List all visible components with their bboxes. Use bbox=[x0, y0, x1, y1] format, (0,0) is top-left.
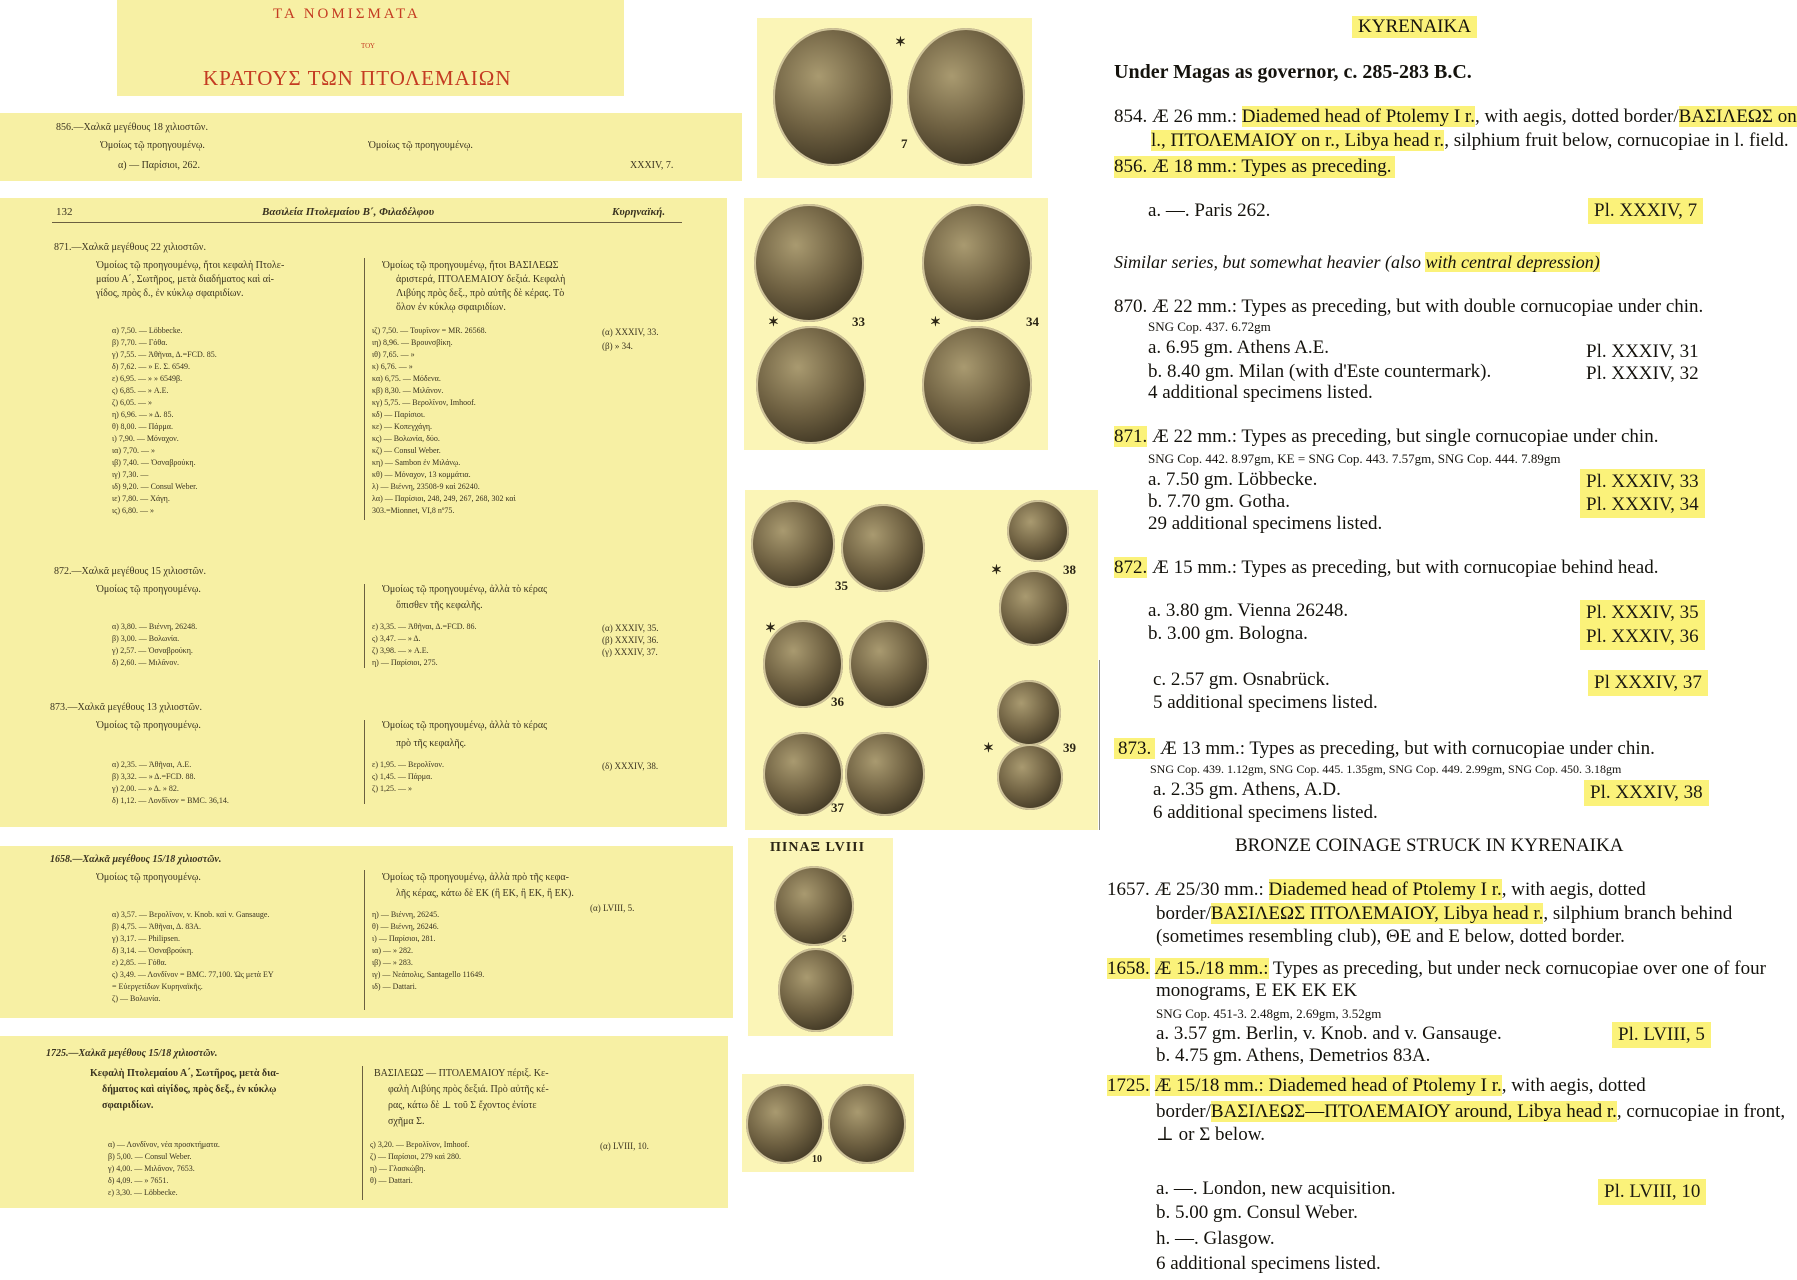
e871-right-row: κε) — Κοπεγχάγη. bbox=[372, 422, 433, 431]
e1725-line-2 bbox=[1156, 1101, 1785, 1123]
e872-right-row: η) — Παρίσιοι, 275. bbox=[372, 658, 438, 667]
coin-image bbox=[778, 948, 854, 1032]
e1725-right-row: θ) — Dattari. bbox=[370, 1176, 413, 1185]
e1658-specimen-b: b. 4.75 gm. Athens, Demetrios 83A. bbox=[1156, 1045, 1431, 1066]
e856-specimen-a: a. —. Paris 262. bbox=[1148, 200, 1271, 221]
e856-number: 856. bbox=[1114, 156, 1148, 177]
e873-sng: SNG Cop. 439. 1.12gm, SNG Cop. 445. 1.35gm, SNG Cop. 449. 2.99gm, SNG Cop. 450. 3.18gm bbox=[1150, 762, 1622, 776]
vertical-divider bbox=[1099, 660, 1100, 830]
coin-image bbox=[849, 620, 929, 708]
similar-series-text: Similar series, but somewhat heavier (also bbox=[1114, 252, 1426, 272]
e871-left-row: ια) 7,70. — » bbox=[112, 446, 156, 455]
entry-856-heading: 856.—Χαλκᾶ μεγέθους 18 χιλιοστῶν. bbox=[56, 122, 208, 133]
plate-label: 34 bbox=[1026, 314, 1039, 329]
e1658-obverse: Ὁμοίως τῷ προηγουμένῳ. bbox=[96, 872, 201, 883]
e872-specimen-c: c. 2.57 gm. Osnabrück. bbox=[1153, 669, 1330, 690]
e1725-right-row: ς) 3,20. — Βερολῖνον, Imhoof. bbox=[370, 1140, 470, 1149]
running-title: Βασιλεία Πτολεμαίου Β΄, Φιλαδέλφου bbox=[262, 206, 435, 218]
e1725-obverse: Æ 15/18 mm.: Diademed head of Ptolemy I r. bbox=[1154, 1075, 1502, 1096]
e872-plate-b: Pl. XXXIV, 36 bbox=[1580, 624, 1705, 650]
e1725-legend: ΒΑΣΙΛΕΩΣ—ΠΤΟΛΕΜΑΙΟΥ around, Libya head r. bbox=[1210, 1101, 1617, 1122]
e1725-more: 6 additional specimens listed. bbox=[1156, 1253, 1381, 1274]
e871-left-row: ε) 6,95. — » » 6549β. bbox=[112, 374, 183, 383]
e871-sng: SNG Cop. 442. 8.97gm, KE = SNG Cop. 443. 7.57gm, SNG Cop. 444. 7.89gm bbox=[1148, 451, 1561, 466]
star-mark: ✶ bbox=[930, 314, 941, 329]
e871-left-row: η) 6,96. — » Δ. 85. bbox=[112, 410, 174, 419]
similar-series bbox=[1114, 251, 1600, 273]
column-divider-1725 bbox=[362, 1066, 363, 1200]
e871-right-row: κβ) 8,30. — Μιλᾶνον. bbox=[372, 386, 444, 395]
e1657-obverse: Diademed head of Ptolemy I r. bbox=[1268, 879, 1502, 900]
column-divider-873 bbox=[364, 720, 365, 804]
e1725-right-row: η) — Γλασκώβη. bbox=[370, 1164, 426, 1173]
e1725-line-1 bbox=[1107, 1075, 1646, 1097]
coin-image bbox=[746, 1084, 824, 1164]
e1725-cornucopiae: , cornucopiae in front, bbox=[1616, 1101, 1786, 1122]
e856-text: Æ 18 mm.: Types as preceding. bbox=[1152, 156, 1392, 177]
coin-plate-2 bbox=[744, 198, 1048, 450]
e872-text: Æ 15 mm.: Types as preceding, but with cornucopiae behind head. bbox=[1152, 557, 1659, 578]
e1658-specimen-a: a. 3.57 gm. Berlin, v. Knob. and v. Gansauge. bbox=[1156, 1023, 1502, 1044]
e1725-rev-1: ΒΑΣΙΛΕΩΣ — ΠΤΟΛΕΜΑΙΟΥ πέριξ. Κε- bbox=[374, 1068, 549, 1079]
e1658-left-row: ε) 2,85. — Γόθα. bbox=[112, 958, 167, 967]
e872-left-row: δ) 2,60. — Μιλᾶνον. bbox=[112, 658, 180, 667]
star-mark: ✶ bbox=[983, 740, 994, 755]
e873-rev-2: πρὸ τῆς κεφαλῆς. bbox=[396, 738, 467, 749]
e871-rev-2: ἀριστερά, ΠΤΟΛΕΜΑΙΟΥ δεξιά. Κεφαλὴ bbox=[396, 274, 566, 285]
e872-plate-a: Pl. XXXIV, 35 bbox=[1580, 600, 1705, 626]
e873-left-row: β) 3,32. — » Δ.=FCD. 88. bbox=[112, 772, 196, 781]
e872-right-row: ς) 3,47. — » Δ. bbox=[372, 634, 421, 643]
e873-more: 6 additional specimens listed. bbox=[1153, 802, 1378, 823]
coin-image bbox=[845, 732, 925, 816]
e1725-rev-4: σχῆμα Σ. bbox=[388, 1116, 425, 1127]
e871-right-row: 303.=Mionnet, VI,8 nº75. bbox=[372, 506, 455, 515]
e1658-rev-1: Ὁμοίως τῷ προηγουμένῳ, ἀλλὰ πρὸ τῆς κεφα- bbox=[382, 872, 569, 883]
e873-plate-a: Pl. XXXIV, 38 bbox=[1584, 780, 1709, 806]
e873-left-row: γ) 2,00. — » Δ. » 82. bbox=[112, 784, 179, 793]
e871-right-row: κη) — Sambon ἐν Μιλάνῳ. bbox=[372, 458, 461, 467]
plate-title: ΠΙΝΑΞ LVIII bbox=[770, 840, 866, 855]
e1725-rev-3: ρας, κάτω δὲ ⊥ τοῦ Σ ἔχοντος ἐνίοτε bbox=[388, 1100, 537, 1111]
e856-line bbox=[1114, 156, 1395, 178]
e1658-left-row: β) 4,75. — Ἀθῆναι, Δ. 83Α. bbox=[112, 922, 201, 931]
e871-plate: (β) » 34. bbox=[602, 341, 633, 351]
e872-rev-2: ὄπισθεν τῆς κεφαλῆς. bbox=[396, 600, 483, 611]
plate-label: 5 bbox=[842, 934, 847, 944]
e871-left-row: ιγ) 7,30. — bbox=[112, 470, 149, 479]
e871-right-row: κζ) — Consul Weber. bbox=[372, 446, 441, 455]
coin-plate-3 bbox=[745, 490, 1098, 830]
e872-heading: 872.—Χαλκᾶ μεγέθους 15 χιλιοστῶν. bbox=[54, 566, 206, 577]
e872-number: 872. bbox=[1114, 557, 1148, 578]
star-mark: ✶ bbox=[991, 562, 1002, 577]
e1658-rev-2: λῆς κέρας, κάτω δὲ ΕΚ (ἢ ΕΚ, ἢ ΕΚ, ἢ ΕΚ). bbox=[396, 888, 574, 899]
e1725-specimen-b: b. 5.00 gm. Consul Weber. bbox=[1156, 1202, 1358, 1223]
e872-obverse: Ὁμοίως τῷ προηγουμένῳ. bbox=[96, 584, 201, 595]
coin-image bbox=[841, 504, 925, 592]
coin-image bbox=[922, 326, 1032, 444]
e870-plate-a: Pl. XXXIV, 31 bbox=[1586, 341, 1699, 362]
e1657-aegis: , with aegis, dotted bbox=[1501, 879, 1646, 900]
e872-plate: (β) XXXIV, 36. bbox=[602, 635, 659, 645]
column-divider-1658 bbox=[364, 870, 365, 1010]
coin-plate-5 bbox=[742, 1074, 914, 1172]
e871-plate-a: Pl. XXXIV, 33 bbox=[1580, 469, 1705, 495]
e871-more: 29 additional specimens listed. bbox=[1148, 513, 1383, 534]
e1657-line-2 bbox=[1156, 903, 1732, 925]
e871-right-row: κγ) 5,75. — Βερολῖνον, Imhoof. bbox=[372, 398, 476, 407]
e872-left-row: γ) 2,57. — Ὀσναβρούκη. bbox=[112, 646, 193, 655]
e873-specimen-a: a. 2.35 gm. Athens, A.D. bbox=[1153, 779, 1341, 800]
e1658-plate-a: Pl. LVIII, 5 bbox=[1612, 1022, 1711, 1048]
e872-specimen-b: b. 3.00 gm. Bologna. bbox=[1148, 623, 1308, 644]
e1725-left-row: γ) 4,00. — Μιλᾶνον, 7653. bbox=[108, 1164, 195, 1173]
e873-number: 873. bbox=[1114, 738, 1155, 759]
header-rule bbox=[52, 222, 682, 223]
e871-left-row: ζ) 6,05. — » bbox=[112, 398, 152, 407]
e854-size: Æ 26 mm.: bbox=[1152, 106, 1242, 127]
e871-text: Æ 22 mm.: Types as preceding, but single cornucopiae under chin. bbox=[1152, 426, 1659, 447]
e1725-obv-1: Κεφαλὴ Πτολεμαίου Α΄, Σωτῆρος, μετὰ δια- bbox=[90, 1068, 280, 1079]
e854-line-2 bbox=[1151, 130, 1789, 152]
e870-line bbox=[1114, 296, 1703, 318]
plate-label: 37 bbox=[831, 800, 844, 815]
e1657-border: border/ bbox=[1156, 903, 1211, 924]
e871-right-row: λα) — Παρίσιοι, 248, 249, 267, 268, 302 καὶ bbox=[372, 494, 516, 503]
e1725-specimen-h: h. —. Glasgow. bbox=[1156, 1228, 1275, 1249]
e873-right-row: ε) 1,95. — Βερολῖνον. bbox=[372, 760, 444, 769]
e1657-legend: ΒΑΣΙΛΕΩΣ ΠΤΟΛΕΜΑΙΟΥ, Libya head r. bbox=[1210, 903, 1544, 924]
e1658-text: Types as preceding, but under neck cornucopiae over one of four bbox=[1268, 958, 1766, 979]
e872-plate-c: Pl XXXIV, 37 bbox=[1588, 670, 1708, 696]
e872-plate: (γ) XXXIV, 37. bbox=[602, 647, 658, 657]
e1725-rev-2: φαλὴ Λιβύης πρὸς δεξιά. Πρὸ αὐτῆς κέ- bbox=[388, 1084, 549, 1095]
e1658-plate: (α) LVIII, 5. bbox=[590, 903, 635, 913]
bronze-heading: BRONZE COINAGE STRUCK IN KYRENAIKA bbox=[1235, 835, 1624, 856]
e1658-right-row: ιδ) — Dattari. bbox=[372, 982, 417, 991]
region-title: KYRENAIKA bbox=[1352, 16, 1477, 38]
e871-right-row: κα) 6,75. — Μόδενα. bbox=[372, 374, 441, 383]
page-132-scan bbox=[0, 198, 727, 827]
e871-line bbox=[1114, 426, 1658, 448]
entry-856-reverse: Ὁμοίως τῷ προηγουμένῳ. bbox=[368, 140, 473, 151]
entry-856-obverse: Ὁμοίως τῷ προηγουμένῳ. bbox=[100, 140, 205, 151]
plate-label: 10 bbox=[812, 1154, 822, 1165]
e871-obv-2: μαίου Α΄, Σωτῆρος, μετὰ διαδήματος καὶ αἰ- bbox=[96, 274, 274, 285]
e871-plate: (α) XXXIV, 33. bbox=[602, 327, 659, 337]
e1657-branch: , silphium branch behind bbox=[1543, 903, 1733, 924]
page-number: 132 bbox=[56, 206, 73, 218]
coin-image bbox=[773, 28, 893, 166]
e872-rev-1: Ὁμοίως τῷ προηγουμένῳ, ἀλλὰ τὸ κέρας bbox=[382, 584, 548, 595]
coin-image bbox=[922, 204, 1032, 322]
coin-image bbox=[907, 28, 1025, 166]
entry-1725-scan bbox=[0, 1036, 728, 1208]
e872-plate: (α) XXXIV, 35. bbox=[602, 623, 659, 633]
coin-plate-4 bbox=[748, 838, 893, 1036]
e871-right-row: κς) — Βολωνία, δύο. bbox=[372, 434, 440, 443]
e1725-obv-3: σφαιριδίων. bbox=[102, 1100, 154, 1111]
e873-left-row: δ) 1,12. — Λονδῖνον = BMC. 36,14. bbox=[112, 796, 229, 805]
e873-heading: 873.—Χαλκᾶ μεγέθους 13 χιλιοστῶν. bbox=[50, 702, 202, 713]
e1725-obv-2: δήματος καὶ αἰγίδος, πρὸς δεξ., ἐν κύκλῳ bbox=[102, 1084, 277, 1095]
e870-plate-b: Pl. XXXIV, 32 bbox=[1586, 363, 1699, 384]
e1658-left-row: γ) 3,17. — Philipsen. bbox=[112, 934, 180, 943]
e1725-left-row: ε) 3,30. — Löbbecke. bbox=[108, 1188, 178, 1197]
e872-left-row: α) 3,80. — Βιέννη, 26248. bbox=[112, 622, 198, 631]
e856-plate: Pl. XXXIV, 7 bbox=[1588, 198, 1703, 224]
e871-heading: 871.—Χαλκᾶ μεγέθους 22 χιλιοστῶν. bbox=[54, 242, 206, 253]
e1657-line-3: (sometimes resembling club), ΘΕ and Ε below, dotted border. bbox=[1156, 926, 1625, 947]
title-block-scan bbox=[117, 0, 624, 96]
plate-label: 7 bbox=[901, 136, 908, 151]
e871-right-row: λ) — Βιέννη, 23508-9 καὶ 26240. bbox=[372, 482, 480, 491]
title-line-3: ΚΡΑΤΟΥΣ ΤΩΝ ΠΤΟΛΕΜΑΙΩΝ bbox=[203, 66, 512, 90]
e870-specimen-a: a. 6.95 gm. Athens A.E. bbox=[1148, 337, 1330, 358]
similar-series-highlight: with central depression) bbox=[1425, 252, 1600, 272]
running-region: Κυρηναϊκή. bbox=[612, 206, 666, 218]
e1725-right-row: ζ) — Παρίσιοι, 279 καὶ 280. bbox=[370, 1152, 462, 1161]
e870-specimen-b: b. 8.40 gm. Milan (with d'Este countermark). bbox=[1148, 361, 1492, 382]
column-divider-871 bbox=[364, 258, 365, 520]
e871-right-row: ιθ) 7,65. — » bbox=[372, 350, 415, 359]
coin-image bbox=[1007, 500, 1069, 562]
plate-label: 39 bbox=[1063, 740, 1076, 755]
e871-specimen-b: b. 7.70 gm. Gotha. bbox=[1148, 491, 1290, 512]
section-heading: Under Magas as governor, c. 285-283 B.C. bbox=[1114, 61, 1472, 83]
e871-left-row: β) 7,70. — Γόθα. bbox=[112, 338, 168, 347]
e1725-plate-a: Pl. LVIII, 10 bbox=[1598, 1179, 1706, 1205]
coin-image bbox=[999, 570, 1069, 646]
title-line-1: ΤΑ ΝΟΜΙΣΜΑΤΑ bbox=[273, 6, 421, 22]
e871-left-row: δ) 7,62. — » E. Σ. 6549. bbox=[112, 362, 190, 371]
e871-left-row: ιε) 7,80. — Χάγη. bbox=[112, 494, 170, 503]
coin-image bbox=[754, 204, 864, 322]
e854-legend: ΒΑΣΙΛΕΩΣ on bbox=[1678, 106, 1797, 127]
e1658-right-row: ια) — » 282. bbox=[372, 946, 414, 955]
e1725-left-row: δ) 4,09. — » 7651. bbox=[108, 1176, 169, 1185]
title-line-2: ΤΟΥ bbox=[361, 42, 375, 50]
e871-number: 871. bbox=[1114, 426, 1148, 447]
e854-line-1 bbox=[1114, 106, 1797, 128]
e870-more: 4 additional specimens listed. bbox=[1148, 382, 1373, 403]
e871-right-row: ιζ) 7,50. — Τουρῖνον = MR. 26568. bbox=[372, 326, 487, 335]
plate-label: 36 bbox=[831, 694, 844, 709]
star-mark: ✶ bbox=[765, 620, 776, 635]
e1658-left-row: = Εὐεργετίδων Κυρηναϊκῆς. bbox=[112, 982, 203, 991]
e871-left-row: α) 7,50. — Löbbecke. bbox=[112, 326, 183, 335]
e872-left-row: β) 3,00. — Βολωνία. bbox=[112, 634, 180, 643]
e1658-line-1 bbox=[1107, 958, 1766, 980]
e1658-right-row: η) — Βιέννη, 26245. bbox=[372, 910, 440, 919]
e871-left-row: γ) 7,55. — Ἀθῆναι, Δ.=FCD. 85. bbox=[112, 350, 217, 359]
e1658-monograms: monograms, Ε ΕΚ ΕΚ ΕΚ bbox=[1156, 980, 1358, 1001]
e1657-size: Æ 25/30 mm.: bbox=[1154, 879, 1269, 900]
e871-rev-4: ὅλον ἐν κύκλῳ σφαιριδίων. bbox=[396, 302, 506, 313]
e871-obv-1: Ὁμοίως τῷ προηγουμένῳ, ἤτοι κεφαλὴ Πτολε- bbox=[96, 260, 285, 271]
e872-specimen-a: a. 3.80 gm. Vienna 26248. bbox=[1148, 600, 1349, 621]
e1725-left-row: β) 5,00. — Consul Weber. bbox=[108, 1152, 192, 1161]
coin-image bbox=[756, 326, 866, 444]
e873-right-row: ζ) 1,25. — » bbox=[372, 784, 412, 793]
e1658-left-row: α) 3,57. — Βερολῖνον, v. Knob. καὶ v. Gansauge. bbox=[112, 910, 270, 919]
e871-left-row: ι) 7,90. — Μόναχον. bbox=[112, 434, 179, 443]
e1657-line-1 bbox=[1107, 879, 1646, 901]
e1658-right-row: ιγ) — Νεάπολις, Santagello 11649. bbox=[372, 970, 485, 979]
e873-right-row: ς) 1,45. — Πάρμα. bbox=[372, 772, 433, 781]
e871-right-row: ιη) 8,96. — Βρουνσβίκη. bbox=[372, 338, 453, 347]
e1658-left-row: δ) 3,14. — Ὀσναβρούκη. bbox=[112, 946, 194, 955]
e1658-right-row: ιβ) — » 283. bbox=[372, 958, 413, 967]
e854-rest: , silphium fruit below, cornucopiae in l. field. bbox=[1444, 130, 1789, 151]
entry-856-scan bbox=[0, 113, 742, 181]
entry-856-row: α) — Παρίσιοι, 262. bbox=[118, 160, 200, 171]
e873-line bbox=[1114, 738, 1655, 760]
e1725-left-row: α) — Λονδῖνον, νέα προσκτήματα. bbox=[108, 1140, 220, 1149]
coin-plate-1 bbox=[757, 18, 1032, 178]
coin-image bbox=[828, 1084, 906, 1164]
e1658-number: 1658. bbox=[1107, 958, 1150, 979]
entry-1658-scan bbox=[0, 846, 733, 1018]
e871-left-row: θ) 8,00. — Πάρμα. bbox=[112, 422, 173, 431]
e871-obv-3: γίδος, πρὸς δ., ἐν κύκλῳ σφαιριδίων. bbox=[96, 288, 244, 299]
e873-left-row: α) 2,35. — Ἀθῆναι, A.E. bbox=[112, 760, 192, 769]
e871-right-row: κθ) — Μόναχον, 13 κομμάτια. bbox=[372, 470, 471, 479]
e870-sng: SNG Cop. 437. 6.72gm bbox=[1148, 319, 1271, 334]
e871-rev-1: Ὁμοίως τῷ προηγουμένῳ, ἤτοι ΒΑΣΙΛΕΩΣ bbox=[382, 260, 559, 271]
e1725-border: border/ bbox=[1156, 1101, 1211, 1122]
e1725-aegis: , with aegis, dotted bbox=[1501, 1075, 1646, 1096]
e871-right-row: κ) 6,76. — » bbox=[372, 362, 413, 371]
e871-left-row: ιδ) 9,20. — Consul Weber. bbox=[112, 482, 198, 491]
e870-number: 870. bbox=[1114, 296, 1148, 317]
e871-rev-3: Λιβύης πρὸς δεξ., πρὸ αὐτῆς δὲ κέρας. Τὸ bbox=[396, 288, 565, 299]
coin-image bbox=[997, 744, 1063, 810]
e873-text: Æ 13 mm.: Types as preceding, but with cornucopiae under chin. bbox=[1160, 738, 1655, 759]
e871-left-row: ς) 6,85. — » A.E. bbox=[112, 386, 169, 395]
e854-obverse: Diademed head of Ptolemy I r. bbox=[1241, 106, 1475, 127]
e873-plate: (δ) XXXIV, 38. bbox=[602, 761, 659, 771]
e1725-line-3: ⊥ or Σ below. bbox=[1156, 1124, 1265, 1145]
e1657-number: 1657. bbox=[1107, 879, 1150, 900]
star-mark: ✶ bbox=[768, 314, 779, 329]
e854-number: 854. bbox=[1114, 106, 1148, 127]
e873-rev-1: Ὁμοίως τῷ προηγουμένῳ, ἀλλὰ τὸ κέρας bbox=[382, 720, 548, 731]
coin-image bbox=[997, 680, 1061, 746]
e1725-plate: (α) LVIII, 10. bbox=[600, 1141, 649, 1151]
plate-label: 38 bbox=[1063, 562, 1076, 577]
e1725-heading: 1725.—Χαλκᾶ μεγέθους 15/18 χιλιοστῶν. bbox=[46, 1048, 218, 1059]
e872-line bbox=[1114, 557, 1658, 579]
e873-obverse: Ὁμοίως τῷ προηγουμένῳ. bbox=[96, 720, 201, 731]
e1658-left-row: ς) 3,49. — Λονδῖνον = BMC. 77,100. Ὡς μετὰ ΕΥ bbox=[112, 970, 274, 979]
e1725-specimen-a: a. —. London, new acquisition. bbox=[1156, 1178, 1396, 1199]
coin-image bbox=[751, 500, 835, 588]
e1658-right-row: ι) — Παρίσιοι, 281. bbox=[372, 934, 436, 943]
entry-856-plate: XXXIV, 7. bbox=[630, 160, 674, 171]
e854-reverse: l., ΠΤΟΛΕΜΑΙΟΥ on r., Libya head r. bbox=[1151, 130, 1445, 151]
e871-plate-b: Pl. XXXIV, 34 bbox=[1580, 492, 1705, 518]
plate-label: 35 bbox=[835, 578, 848, 593]
e1658-left-row: ζ) — Βολωνία. bbox=[112, 994, 161, 1003]
e1725-number: 1725. bbox=[1107, 1075, 1150, 1096]
column-divider-872 bbox=[364, 584, 365, 668]
e1658-sng: SNG Cop. 451-3. 2.48gm, 2.69gm, 3.52gm bbox=[1156, 1006, 1382, 1021]
e871-right-row: κδ) — Παρίσιοι. bbox=[372, 410, 426, 419]
e871-left-row: ιβ) 7,40. — Ὀσναβρούκη. bbox=[112, 458, 196, 467]
e854-aegis: , with aegis, dotted border/ bbox=[1474, 106, 1679, 127]
e1658-heading: 1658.—Χαλκᾶ μεγέθους 15/18 χιλιοστῶν. bbox=[50, 854, 222, 865]
e871-left-row: ις) 6,80. — » bbox=[112, 506, 154, 515]
e872-right-row: ζ) 3,98. — » A.E. bbox=[372, 646, 429, 655]
plate-label: 33 bbox=[852, 314, 865, 329]
e871-specimen-a: a. 7.50 gm. Löbbecke. bbox=[1148, 469, 1318, 490]
e870-text: Æ 22 mm.: Types as preceding, but with double cornucopiae under chin. bbox=[1152, 296, 1704, 317]
e872-right-row: ε) 3,35. — Ἀθῆναι, Δ.=FCD. 86. bbox=[372, 622, 477, 631]
e1658-right-row: θ) — Βιέννη, 26246. bbox=[372, 922, 439, 931]
star-mark: ✶ bbox=[895, 34, 906, 49]
e1658-size: Æ 15./18 mm.: bbox=[1154, 958, 1269, 979]
e872-more: 5 additional specimens listed. bbox=[1153, 692, 1378, 713]
